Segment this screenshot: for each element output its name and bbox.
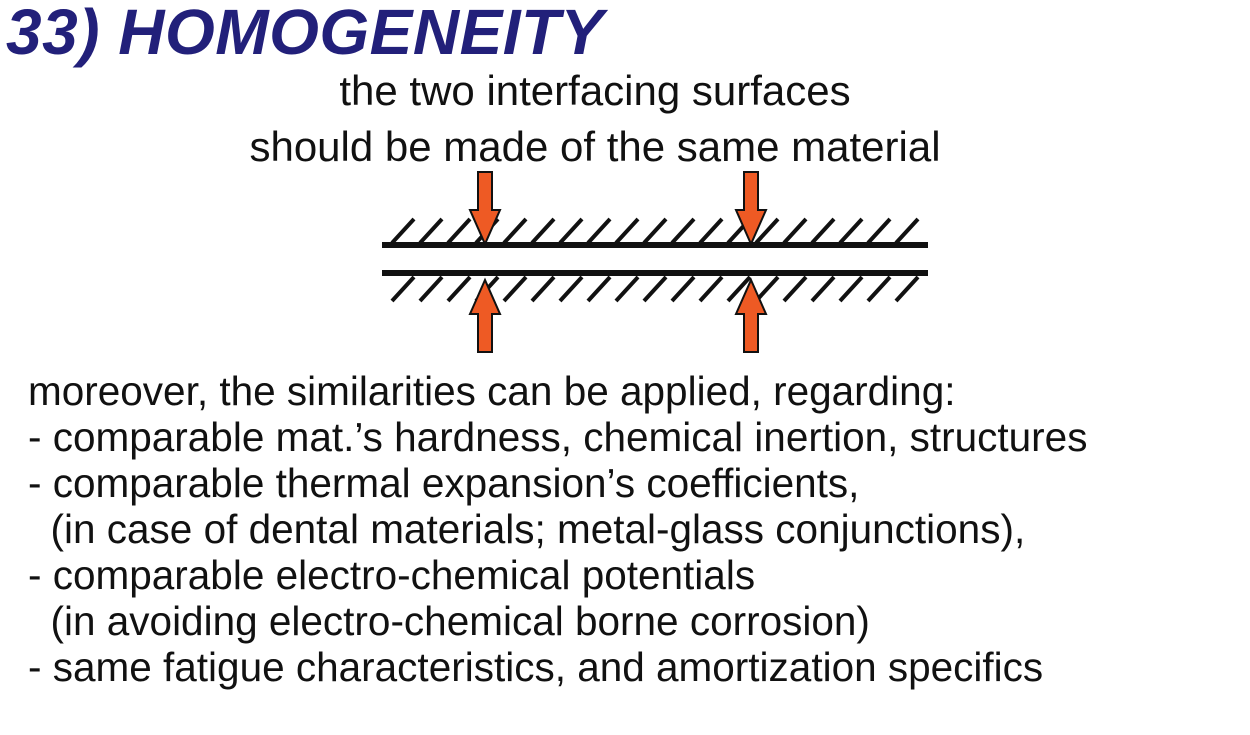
arrow-up-left-icon bbox=[470, 280, 500, 352]
lower-surface-hatching bbox=[392, 277, 918, 301]
arrow-down-right-icon bbox=[736, 172, 766, 244]
list-item: - comparable thermal expansion’s coefficients, bbox=[28, 460, 860, 506]
similarities-text bbox=[28, 368, 1087, 690]
upper-surface-hatching bbox=[392, 219, 918, 243]
interfacing-surfaces-diagram bbox=[0, 160, 1250, 360]
subtitle-line-1: the two interfacing surfaces bbox=[339, 67, 851, 114]
arrow-down-left-icon bbox=[470, 172, 500, 244]
subtitle-line-2: should be made of the same material bbox=[249, 123, 941, 170]
list-item: - comparable electro-chemical potentials bbox=[28, 552, 756, 598]
page-title: 33) HOMOGENEITY bbox=[6, 0, 604, 68]
list-item: - comparable mat.’s hardness, chemical inertion, structures bbox=[28, 414, 1088, 460]
intro-line: moreover, the similarities can be applied, regarding: bbox=[28, 368, 956, 414]
list-item: (in case of dental materials; metal-glass conjunctions), bbox=[28, 506, 1026, 552]
list-item: - same fatigue characteristics, and amortization specifics bbox=[28, 644, 1044, 690]
arrow-up-right-icon bbox=[736, 280, 766, 352]
list-item: (in avoiding electro-chemical borne corrosion) bbox=[28, 598, 870, 644]
